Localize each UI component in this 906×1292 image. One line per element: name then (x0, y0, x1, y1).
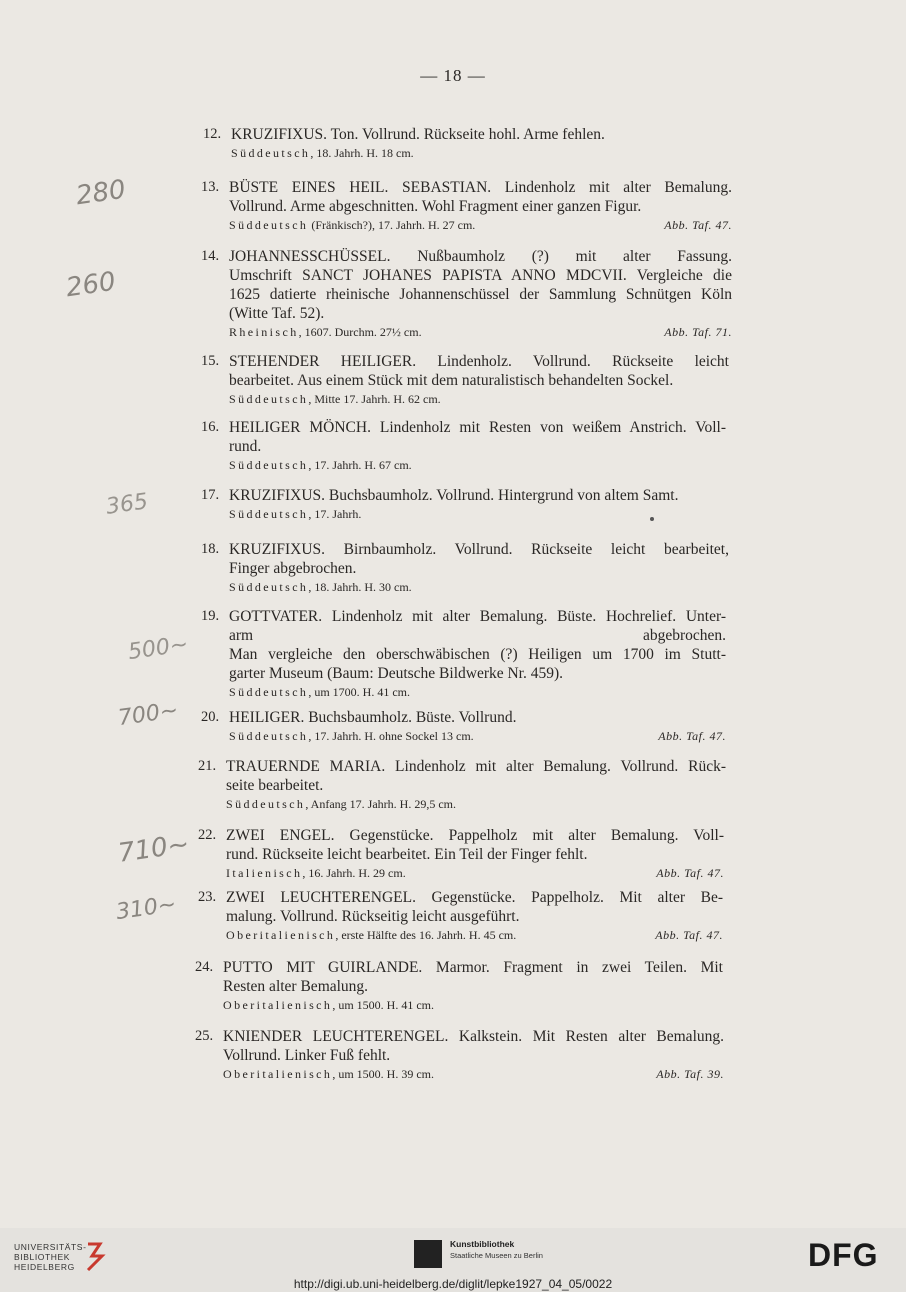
entry-text-line: seite bearbeitet. (226, 777, 324, 794)
entry-number: 12. (203, 126, 222, 142)
entry-provenance (229, 456, 726, 474)
entry-date-size: , 17. Jahrh. H. 67 cm. (308, 458, 412, 472)
catalog-entry (201, 418, 726, 474)
entry-origin: Italienisch (226, 866, 303, 880)
entry-text-line: JOHANNESSCHÜSSEL. Nußbaumholz (?) mit alter Fassung. (229, 248, 732, 265)
entry-origin: Rheinisch (229, 325, 299, 339)
catalog-entry (201, 607, 726, 701)
entry-text-line: rund. Rückseite leicht bearbeitet. Ein Teil der Finger fehlt. (226, 846, 588, 863)
catalog-entry (195, 1027, 724, 1083)
entry-text-line: BÜSTE EINES HEIL. SEBASTIAN. Lindenholz mit alter Bemalung. (229, 179, 732, 196)
entry-plate-reference: Abb. Taf. 47. (658, 729, 726, 743)
entry-date-size: , Anfang 17. Jahrh. H. 29,5 cm. (305, 797, 456, 811)
entry-number: 23. (198, 889, 217, 905)
entry-text-line: Vollrund. Linker Fuß fehlt. (223, 1047, 391, 1064)
annotation-365: 365 (104, 489, 150, 520)
entry-number: 20. (201, 709, 220, 725)
dfg-logo[interactable]: DFG (808, 1237, 879, 1273)
entry-text-line: KRUZIFIXUS. Ton. Vollrund. Rückseite hohl. Arme fehlen. (231, 126, 605, 143)
entry-number: 25. (195, 1028, 214, 1044)
entry-origin: Süddeutsch (226, 797, 306, 811)
entry-number: 24. (195, 959, 214, 975)
entry-number: 21. (198, 758, 217, 774)
entry-text-line: KRUZIFIXUS. Birnbaumholz. Vollrund. Rückseite leicht bearbeitet, (229, 541, 729, 558)
annotation-260: 260 (64, 266, 118, 304)
uni-logo-mark-icon (84, 1240, 106, 1274)
entry-provenance (223, 996, 723, 1014)
catalog-entry (203, 125, 731, 162)
entry-text-line: PUTTO MIT GUIRLANDE. Marmor. Fragment in zwei Teilen. Mit (223, 959, 723, 976)
entry-provenance (229, 323, 732, 341)
footer-bar (0, 1228, 906, 1292)
uni-line: UNIVERSITÄTS- (14, 1242, 87, 1252)
entry-text-line: HEILIGER MÖNCH. Lindenholz mit Resten von weißem Anstrich. Voll- (229, 419, 726, 436)
catalog-entry (201, 352, 729, 408)
entry-date-size: , 1607. Durchm. 27½ cm. (298, 325, 422, 339)
catalog-entry (198, 888, 723, 944)
entry-origin: Oberitalienisch (223, 998, 333, 1012)
entry-date-size: , erste Hälfte des 16. Jahrh. H. 45 cm. (335, 928, 517, 942)
entry-provenance (229, 578, 729, 596)
annotation-500: 500~ (126, 631, 190, 666)
kunstbibliothek-subtitle: Staatliche Museen zu Berlin (450, 1251, 543, 1260)
entry-plate-reference: Abb. Taf. 39. (656, 1067, 724, 1081)
entry-date-size: , 17. Jahrh. H. ohne Sockel 13 cm. (308, 729, 474, 743)
annotation-700: 700~ (116, 697, 180, 732)
annotation-310: 310~ (114, 891, 178, 926)
entry-origin: Süddeutsch (229, 218, 309, 232)
entry-number: 18. (201, 541, 220, 557)
entry-provenance (229, 505, 729, 523)
catalog-entry (201, 247, 732, 341)
entry-provenance (229, 216, 732, 234)
annotation-710: 710~ (116, 829, 192, 869)
entry-number: 19. (201, 608, 220, 624)
entry-number: 14. (201, 248, 220, 264)
catalog-entry (201, 178, 732, 234)
entry-origin: Süddeutsch (229, 685, 309, 699)
entry-number: 17. (201, 487, 220, 503)
entry-text-line: Vollrund. Arme abgeschnitten. Wohl Fragment einer ganzen Figur. (229, 198, 642, 215)
entry-origin: Süddeutsch (229, 392, 309, 406)
entry-text-line: ZWEI LEUCHTERENGEL. Gegenstücke. Pappelholz. Mit alter Be- (226, 889, 723, 906)
entry-text-line: TRAUERNDE MARIA. Lindenholz mit alter Bemalung. Vollrund. Rück- (226, 758, 726, 775)
catalog-entry (201, 540, 729, 596)
ink-speck (650, 517, 654, 521)
university-library-logo[interactable] (14, 1242, 87, 1272)
catalog-entry (198, 757, 726, 813)
entry-origin: Süddeutsch (229, 458, 309, 472)
entry-text-line: Finger abgebrochen. (229, 560, 357, 577)
catalog-entry (195, 958, 723, 1014)
entry-date-size: , 16. Jahrh. H. 29 cm. (302, 866, 406, 880)
catalog-entry (201, 708, 726, 745)
entry-number: 15. (201, 353, 220, 369)
entry-provenance (229, 727, 726, 745)
entry-provenance (223, 1065, 724, 1083)
entry-text-line: malung. Vollrund. Rückseitig leicht ausgeführt. (226, 908, 520, 925)
entry-text-line: (Witte Taf. 52). (229, 305, 325, 322)
entry-number: 22. (198, 827, 217, 843)
entry-provenance (231, 144, 731, 162)
uni-line: HEIDELBERG (14, 1262, 75, 1272)
entry-date-size: , 17. Jahrh. (308, 507, 362, 521)
entry-date-size: , um 1500. H. 39 cm. (332, 1067, 434, 1081)
entry-text-line: GOTTVATER. Lindenholz mit alter Bemalung. Büste. Hochrelief. Unter- (229, 608, 726, 625)
kunstbibliothek-title: Kunstbibliothek (450, 1239, 515, 1249)
entry-origin: Oberitalienisch (223, 1067, 333, 1081)
entry-provenance (226, 795, 726, 813)
entry-text-line: garter Museum (Baum: Deutsche Bildwerke Nr. 459). (229, 665, 564, 682)
entry-date-size: (Fränkisch?), 17. Jahrh. H. 27 cm. (308, 218, 476, 232)
kunstbibliothek-eagle-icon (414, 1240, 442, 1268)
entry-plate-reference: Abb. Taf. 47. (664, 218, 732, 232)
entry-text-line: Umschrift SANCT JOHANES PAPISTA ANNO MDCVII. Vergleiche die (229, 267, 732, 284)
entry-date-size: , um 1500. H. 41 cm. (332, 998, 434, 1012)
entry-date-size: , Mitte 17. Jahrh. H. 62 cm. (308, 392, 441, 406)
entry-origin: Oberitalienisch (226, 928, 336, 942)
entry-text-line: STEHENDER HEILIGER. Lindenholz. Vollrund. Rückseite leicht (229, 353, 729, 370)
entry-date-size: , 18. Jahrh. H. 30 cm. (308, 580, 412, 594)
catalog-entry (198, 826, 724, 882)
entry-text-line: Resten alter Bemalung. (223, 978, 369, 995)
entry-text-line: KRUZIFIXUS. Buchsbaumholz. Vollrund. Hintergrund von altem Samt. (229, 487, 679, 504)
entry-provenance (229, 390, 729, 408)
entry-provenance (229, 683, 726, 701)
entry-origin: Süddeutsch (231, 146, 311, 160)
entry-text-line: bearbeitet. Aus einem Stück mit dem naturalistisch behandelten Sockel. (229, 372, 674, 389)
entry-text-line: 1625 datierte rheinische Johannenschüssel der Sammlung Schnütgen Köln (229, 286, 732, 303)
entry-date-size: , 18. Jahrh. H. 18 cm. (310, 146, 414, 160)
entry-number: 16. (201, 419, 220, 435)
entry-date-size: , um 1700. H. 41 cm. (308, 685, 411, 699)
entry-origin: Süddeutsch (229, 507, 309, 521)
page-url[interactable]: http://digi.ub.uni-heidelberg.de/diglit/lepke1927_04_05/0022 (293, 1277, 613, 1291)
catalog-entry (201, 486, 729, 523)
entry-plate-reference: Abb. Taf. 71. (664, 325, 732, 339)
entry-text-line: Man vergleiche den oberschwäbischen (?) Heiligen um 1700 im Stutt- (229, 646, 726, 663)
entry-origin: Süddeutsch (229, 580, 309, 594)
entry-number: 13. (201, 179, 220, 195)
entry-origin: Süddeutsch (229, 729, 309, 743)
entry-plate-reference: Abb. Taf. 47. (656, 866, 724, 880)
entry-text-line: arm abgebrochen. (229, 627, 726, 644)
entry-text-line: rund. (229, 438, 262, 455)
page-number: — 18 — (420, 66, 486, 85)
entry-text-line: HEILIGER. Buchsbaumholz. Büste. Vollrund. (229, 709, 517, 726)
entry-plate-reference: Abb. Taf. 47. (655, 928, 723, 942)
uni-line: BIBLIOTHEK (14, 1252, 71, 1262)
entry-text-line: KNIENDER LEUCHTERENGEL. Kalkstein. Mit Resten alter Bemalung. (223, 1028, 724, 1045)
entry-text-line: ZWEI ENGEL. Gegenstücke. Pappelholz mit alter Bemalung. Voll- (226, 827, 724, 844)
entry-provenance (226, 926, 723, 944)
entry-provenance (226, 864, 724, 882)
annotation-280: 280 (74, 174, 128, 212)
